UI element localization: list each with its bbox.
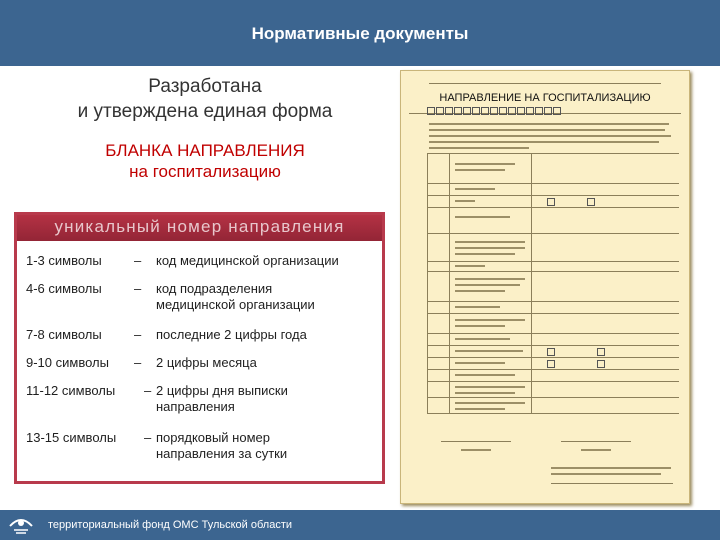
referral-form-image (400, 70, 690, 504)
row-key: 13-15 символы (26, 430, 117, 445)
row-dash: – (134, 355, 142, 370)
row-key: 1-3 символы (26, 253, 102, 268)
intro-heading (40, 74, 370, 124)
footer-bar (0, 510, 720, 540)
row-dash: – (134, 281, 142, 296)
intro-sub-2: на госпитализацию (129, 162, 281, 181)
row-value: код медицинской организации (156, 253, 339, 268)
intro-line-1: Разработана (148, 76, 262, 97)
row-dash: – (144, 430, 152, 445)
intro-sub-1: БЛАНКА НАПРАВЛЕНИЯ (105, 141, 305, 160)
footer-text: территориальный фонд ОМС Тульской области (48, 519, 292, 531)
row-key: 11-12 символы (26, 383, 116, 398)
row-value: порядковый номер направления за сутки (156, 430, 288, 461)
row-value: код подразделения медицинской организации (156, 281, 315, 312)
row-value: 2 цифры месяца (156, 355, 257, 370)
header-bar (0, 0, 720, 66)
row-dash: – (134, 327, 142, 342)
row-key: 9-10 символы (26, 355, 109, 370)
form-column (427, 153, 428, 413)
row-value: последние 2 цифры года (156, 327, 307, 342)
row-key: 4-6 символы (26, 281, 102, 296)
number-structure-panel (14, 212, 385, 484)
intro-line-2: и утверждена единая форма (77, 101, 333, 122)
page-title: Нормативные документы (251, 24, 469, 43)
intro-subheading (40, 140, 370, 182)
form-column (531, 153, 532, 413)
panel-title: уникальный номер направления (17, 215, 382, 241)
row-value: 2 цифры дня выписки направления (156, 383, 288, 414)
row-dash: – (134, 253, 142, 268)
foms-logo-icon (6, 512, 36, 538)
form-column (449, 153, 450, 413)
row-dash: – (144, 383, 152, 398)
form-title: НАПРАВЛЕНИЕ НА ГОСПИТАЛИЗАЦИЮ (439, 92, 651, 104)
number-cells (427, 107, 627, 116)
row-key: 7-8 символы (26, 327, 102, 342)
form-line (429, 83, 661, 84)
